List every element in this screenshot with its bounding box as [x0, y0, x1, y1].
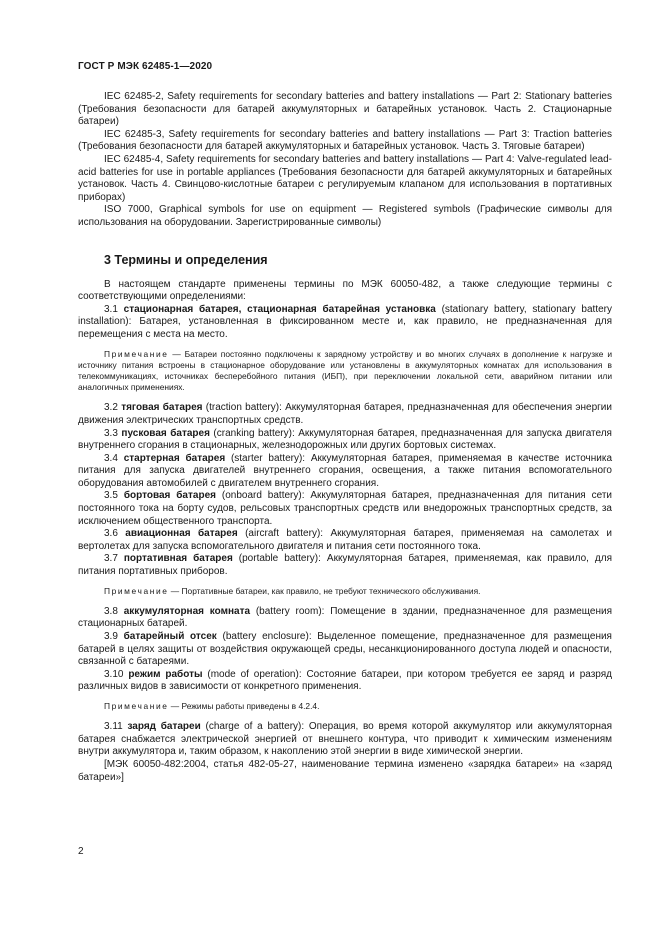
term-number: 3.9: [104, 631, 124, 643]
note-3-1: [78, 349, 612, 394]
term-definition: (traction battery): Аккумуляторная батарея, предназначенная для обеспечения энергии движения электрических транспортных средств.: [78, 402, 612, 426]
term-number: 3.3: [104, 427, 122, 439]
term-3-1: [78, 304, 612, 342]
term-definition: (cranking battery): Аккумуляторная батарея, предназначенная для запуска двигателя внутреннего сгорания в стационарных, железнодорожных или других бортовых системах.: [78, 427, 612, 452]
note-label: Примечание: [104, 585, 169, 596]
note-text: — Батареи постоянно подключены к зарядному устройству и во многих случаях в дополнение к нагрузке и источнику питания встроены в стационарное оборудование или установлены в аккумуляторных комнатах для использования в телекоммуникациях, источниках бесперебойного питания (ИБП), при переключении локальной сети, аварийном питании или аналогичных применениях.: [78, 348, 612, 393]
term-3-3: [78, 428, 612, 453]
section-intro: В настоящем стандарте применены термины по МЭК 60050-482, а также следующие термины с соответствующими определениями:: [78, 278, 612, 303]
term-name: аккумуляторная комната: [123, 605, 251, 617]
term-definition: (onboard battery): Аккумуляторная батарея, предназначенная для питания сети постоянного тока на борту судов, рельсовых транспортных средств или внедорожных транспортных средств, за исключением общественного транспорта.: [78, 490, 612, 527]
term-name: бортовая батарея: [123, 490, 216, 502]
term-definition: (battery enclosure): Выделенное помещение, предназначенное для размещения батарей в целях защиты от воздействия окружающей среды, несанкционированного доступа людей и опасности, связанной с батареями.: [78, 631, 612, 668]
term-3-11: [78, 721, 612, 759]
term-3-10: [78, 669, 612, 694]
term-definition: (battery room): Помещение в здании, предназначенное для размещения стационарных батарей.: [78, 605, 612, 630]
reference-iec-62485-3: IEC 62485-3, Safety requirements for secondary batteries and battery installations — Part 3: Traction batteries (Требования безопасности для батарей аккумуляторных и батарейных установок. Часть 3. Тяговые батареи): [78, 128, 612, 153]
reference-iec-62485-4: IEC 62485-4, Safety requirements for secondary batteries and battery installations — Part 4: Valve-regulated lead-acid batteries for use in portable appliances (Требования безопасности для батарей аккумуляторных и батарейных установок. Часть 4. Свинцово-кислотные батареи с регулируемым клапаном для использования в портативных приборах): [78, 153, 612, 203]
term-definition: (aircraft battery): Аккумуляторная батарея, применяемая на самолетах и вертолетах для запуска вспомогательного двигателя и питания сети постоянного тока.: [78, 528, 613, 552]
term-definition: (mode of operation): Состояние батареи, при котором требуется ее заряд и разряд различных видов в зависимости от конкретного применения.: [78, 668, 612, 693]
note-text: — Режимы работы приведены в 4.2.4.: [168, 700, 320, 711]
term-definition: (portable battery): Аккумуляторная батарея, применяемая, как правило, для питания портативных приборов.: [78, 553, 612, 578]
note-3-10: [78, 701, 612, 712]
document-header: ГОСТ Р МЭК 62485-1—2020: [78, 61, 213, 72]
term-name: портативная батарея: [123, 553, 233, 565]
term-name: режим работы: [128, 668, 203, 680]
note-3-7: [78, 586, 612, 597]
term-number: 3.8: [104, 605, 124, 617]
term-name: батарейный отсек: [123, 631, 217, 643]
term-name: стационарная батарея, стационарная батарейная установка: [123, 303, 436, 315]
term-3-5: [78, 490, 612, 528]
term-name: тяговая батарея: [121, 402, 203, 414]
term-number: 3.7: [104, 553, 124, 565]
term-number: 3.10: [104, 668, 129, 680]
term-name: заряд батареи: [127, 721, 201, 733]
note-label: Примечание: [104, 348, 169, 359]
page-number: 2: [78, 846, 84, 857]
reference-iso-7000: ISO 7000, Graphical symbols for use on equipment — Registered symbols (Графические символы для использования на оборудовании. Зарегистрированные символы): [78, 204, 612, 228]
term-definition: (starter battery): Аккумуляторная батарея, применяемая в качестве источника питания для запуска двигателей внутреннего сгорания, освещения, а также питания вспомогательного оборудования автомобилей с двигателем внутреннего сгорания.: [78, 452, 613, 489]
note-label: Примечание: [104, 700, 169, 711]
term-3-7: [78, 553, 612, 578]
term-name: стартерная батарея: [123, 452, 226, 464]
term-number: 3.4: [104, 452, 124, 464]
term-number: 3.5: [104, 490, 124, 502]
reference-iec-62485-2: IEC 62485-2, Safety requirements for secondary batteries and battery installations — Part 2: Stationary batteries (Требования безопасности для батарей аккумуляторных и батарейных установок. Часть 2. Стационарные батареи): [78, 91, 612, 128]
term-3-8: [78, 606, 612, 631]
page-body: [78, 91, 612, 784]
term-number: 3.11: [104, 721, 128, 733]
term-definition: (charge of a battery): Операция, во время которой аккумулятор или аккумуляторная батарея снабжается электрической энергией от внешнего контура, что приводит к химическим изменениям внутри аккумулятора и, таким образом, к накоплению этой энергии в виде химической энергии.: [78, 721, 613, 758]
term-name: авиационная батарея: [125, 528, 238, 540]
term-number: 3.1: [104, 303, 124, 315]
section-title: 3 Термины и определения: [104, 252, 268, 267]
term-name: пусковая батарея: [121, 427, 210, 439]
term-number: 3.2: [104, 402, 122, 414]
term-3-11-source: [МЭК 60050-482:2004, статья 482-05-27, наименование термина изменено «зарядка батареи» на «заряд батареи»]: [78, 758, 612, 783]
term-3-9: [78, 631, 612, 669]
term-definition: (stationary battery, stationary battery installation): Батарея, установленная в фиксированном месте и, как правило, не предназначенная для перемещения с места на место.: [78, 303, 612, 340]
term-3-6: [78, 528, 612, 553]
term-number: 3.6: [104, 528, 126, 540]
note-text: — Портативные батареи, как правило, не требуют технического обслуживания.: [168, 585, 481, 596]
term-3-2: [78, 402, 612, 427]
term-3-4: [78, 453, 612, 491]
